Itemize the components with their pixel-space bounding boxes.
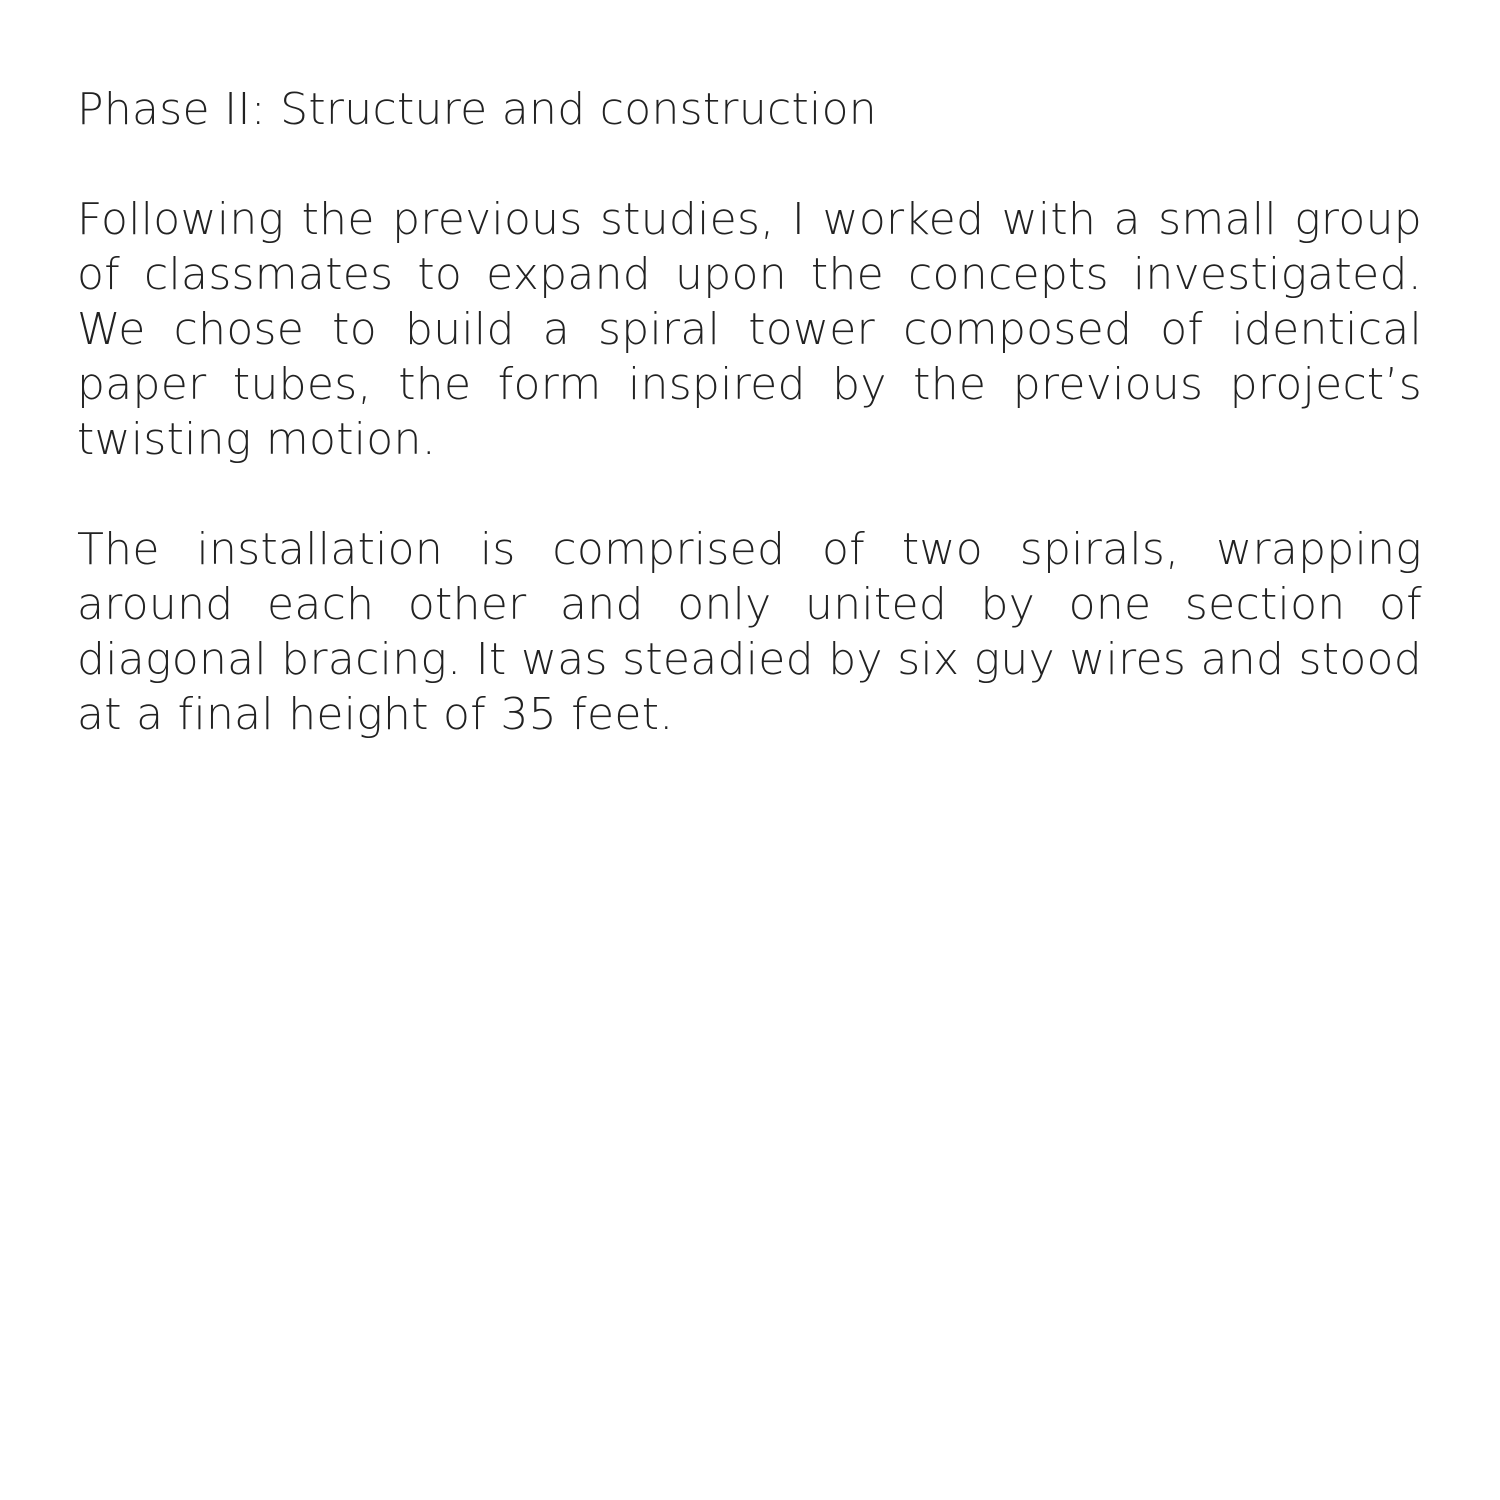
paragraph-installation: The installation is comprised of two spirals, wrapping around each other and only united by one section of diagonal bracing. It was steadied by six guy wires and stood at a final height of 35 feet. xyxy=(77,524,1422,740)
paragraph-following-studies: Following the previous studies, I worked with a small group of classmates to expand upon the concepts investigated. We chose to build a spiral tower composed of identical paper tubes, the form inspired by the previous project’s twisting motion. xyxy=(77,194,1422,465)
section-heading: Phase II: Structure and construction xyxy=(77,84,877,135)
text-column xyxy=(77,82,1422,742)
